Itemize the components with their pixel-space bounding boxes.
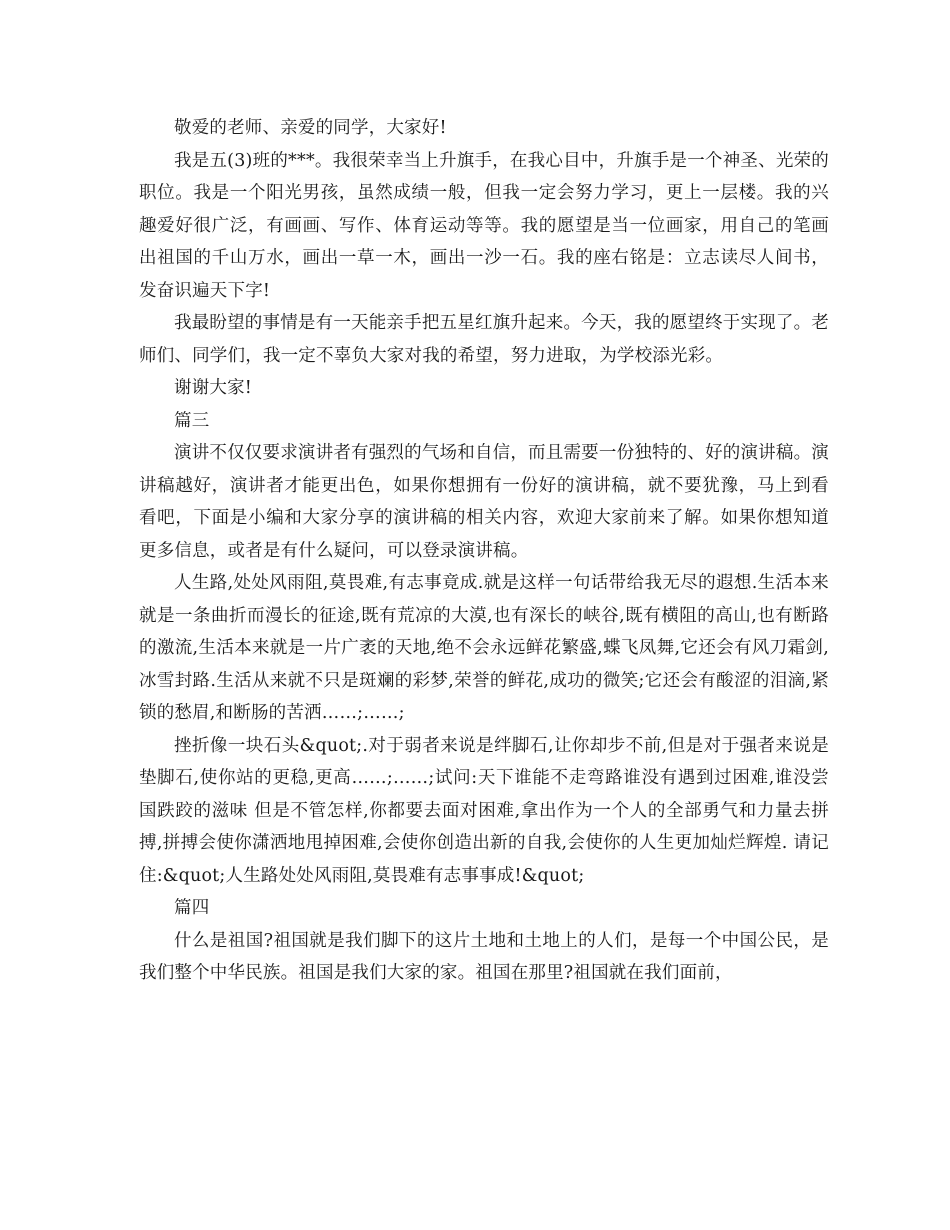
greeting-paragraph: 敬爱的老师、亲爱的同学，大家好! [174,118,447,138]
section-heading-3: 篇三 [174,410,210,431]
motherland-paragraph: 什么是祖国?祖国就是我们脚下的这片土地和土地上的人们，是每一个中国公民，是我们整个中华民族。祖国是我们大家的家。祖国在那里?祖国就在我们面前， [139,930,829,983]
life-road-paragraph: 人生路,处处风雨阻,莫畏难,有志事竟成.就是这样一句话带给我无尽的遐想.生活本来就是一条曲折而漫长的征途,既有荒凉的大漠,也有深长的峡谷,既有横阻的高山,也有断路的激流,生活本来就是一片广袤的天地,绝不会永远鲜花繁盛,蝶飞凤舞,它还会有风刀霜剑,冰雪封路.生活从来就不只是斑斓的彩梦,荣誉的鲜花,成功的微笑;它还会有酸涩的泪滴,紧锁的愁眉,和断肠的苦洒……;……; [139,573,829,723]
section-heading-4: 篇四 [174,898,210,918]
wish-paragraph: 我最盼望的事情是有一天能亲手把五星红旗升起来。今天，我的愿望终于实现了。老师们、同学们，我一定不辜负大家对我的希望，努力进取，为学校添光彩。 [139,313,829,366]
speech-intro-paragraph: 演讲不仅仅要求演讲者有强烈的气场和自信，而且需要一份独特的、好的演讲稿。演讲稿越好，演讲者才能更出色，如果你想拥有一份好的演讲稿，就不要犹豫，马上到看看吧，下面是小编和大家分享的演讲稿的相关内容，欢迎大家前来了解。如果你想知道更多信息，或者是有什么疑问，可以登录演讲稿。 [139,443,829,561]
setback-paragraph: 挫折像一块石头&quot;.对于弱者来说是绊脚石,让你却步不前,但是对于强者来说是垫脚石,使你站的更稳,更高……;……;试问:天下谁能不走弯路谁没有遇到过困难,谁没尝国跌跤的滋味 但是不管怎样,你都要去面对困难,拿出作为一个人的全部勇气和力量去拼搏,拼搏会使你潇洒地甩掉困难,会使你创造出新的自我,会使你的人生更加灿烂辉煌. 请记住:&quot;人生路处处风雨阻,莫畏难有志事事成!&quot; [139,735,829,886]
document-body [139,112,829,990]
thanks-paragraph: 谢谢大家! [174,378,253,398]
intro-paragraph: 我是五(3)班的***。我很荣幸当上升旗手，在我心目中，升旗手是一个神圣、光荣的职位。我是一个阳光男孩，虽然成绩一般，但我一定会努力学习，更上一层楼。我的兴趣爱好很广泛，有画画、写作、体育运动等等。我的愿望是当一位画家，用自己的笔画出祖国的千山万水，画出一草一木，画出一沙一石。我的座右铭是：立志读尽人间书，发奋识遍天下字! [139,150,829,301]
